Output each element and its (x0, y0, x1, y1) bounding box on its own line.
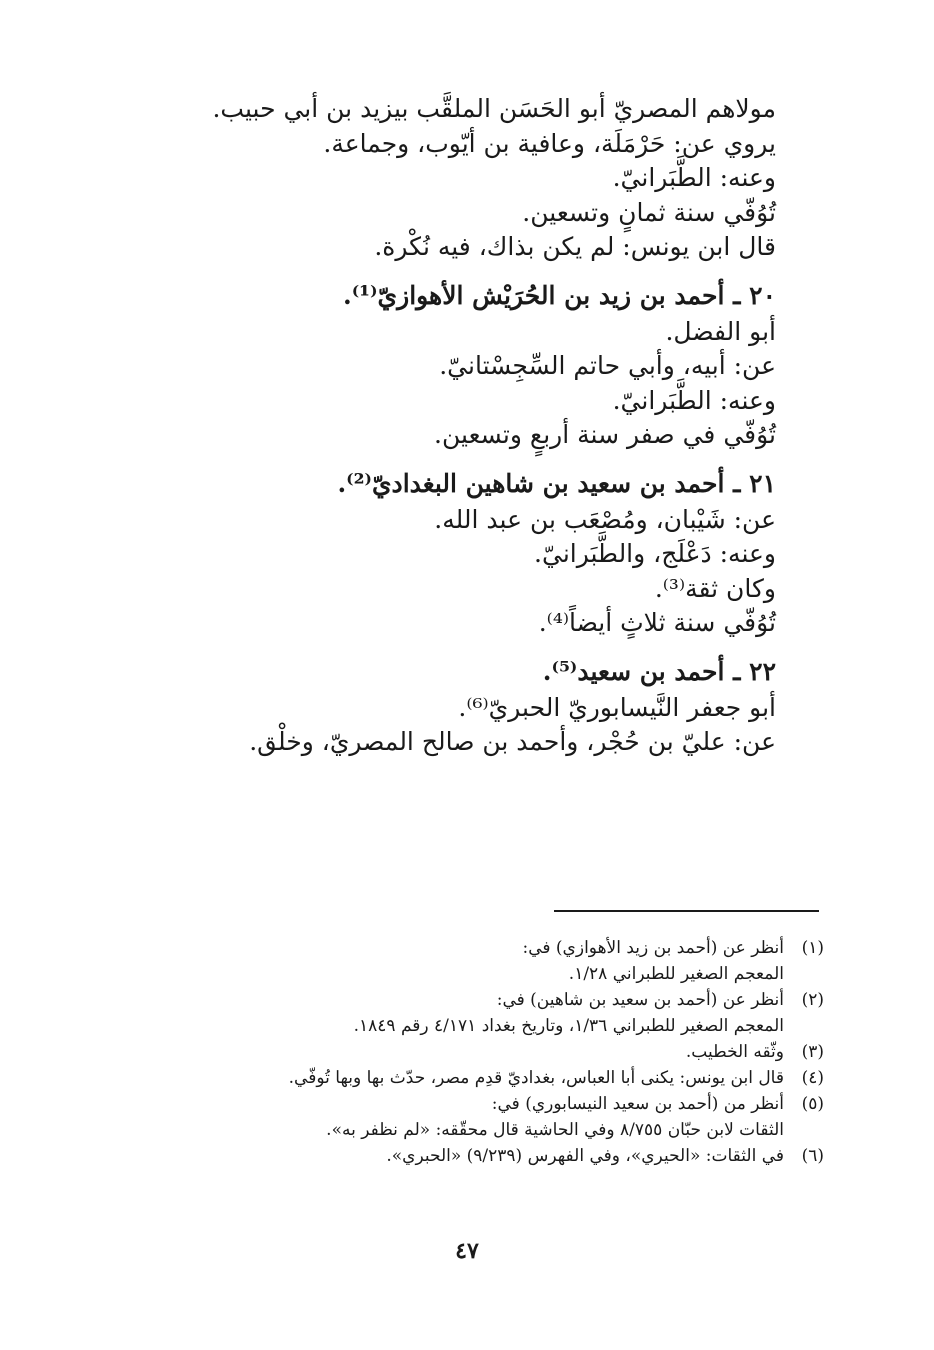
text-line: عن: عليّ بن حُجْر، وأحمد بن صالح المصريّ، وخلْق. (249, 727, 776, 756)
footnote-text: أنظر عن (أحمد بن سعيد بن شاهين) في: (496, 990, 784, 1010)
footnote-number: (٤) (801, 1068, 824, 1088)
footnote (250, 1065, 824, 1091)
text-line: عن: شَيْبان، ومُصْعَب بن عبد الله. (434, 504, 776, 534)
footnote-text: الثقات لابن حبّان ٨/٧٥٥ وفي الحاشية قال محقّقه: «لم نظفر به». (326, 1120, 784, 1140)
footnote (250, 935, 824, 961)
text-line: عن: أبيه، وأبي حاتم السِّجِسْتانيّ. (439, 351, 776, 380)
footnote-number: (٥) (801, 1094, 824, 1114)
footnote-continuation (250, 1013, 824, 1039)
text-line: وكان ثقة⁽³⁾. (654, 573, 776, 603)
text-line: أبو جعفر النَّيسابوريّ الحبريّ⁽⁶⁾. (458, 692, 776, 722)
main-text (212, 92, 776, 760)
footnote (250, 987, 824, 1013)
footnote-continuation (250, 1117, 824, 1143)
footnote-text: المعجم الصغير للطبراني ١/٢٨. (568, 964, 784, 984)
text-line: وعنه: الطَّبَرانيّ. (612, 385, 776, 415)
text-line: تُوُفّي سنة ثلاثٍ أيضاً⁽⁴⁾. (538, 608, 776, 637)
text-line: وعنه: الطَّبَرانيّ. (612, 163, 776, 192)
footnote-continuation (250, 961, 824, 987)
footnote (250, 1091, 824, 1117)
footnote-text: وثّقه الخطيب. (685, 1042, 784, 1062)
footnote-separator (554, 910, 819, 912)
text-line: يروي عن: حَرْمَلَة، وعافية بن أيّوب، وجماعة. (323, 128, 776, 158)
text-line: تُوُفّي في صفر سنة أربعٍ وتسعين. (434, 420, 776, 449)
text-line: تُوُفّي سنة ثمانٍ وتسعين. (522, 197, 776, 227)
text-line: أبو الفضل. (665, 316, 776, 346)
footnotes (250, 935, 824, 1169)
entry-heading: ٢١ ـ أحمد بن سعيد بن شاهين البغداديّ⁽²⁾. (337, 468, 776, 498)
text-line: وعنه: دَعْلَج، والطَّبَرانيّ. (534, 539, 776, 568)
text-line: قال ابن يونس: لم يكن بذاك، فيه نُكْرة. (374, 232, 776, 261)
text-line: مولاهم المصريّ أبو الحَسَن الملقَّب بيزيد بن أبي حبيب. (212, 94, 776, 123)
footnote-text: أنظر من (أحمد بن سعيد النيسابوري) في: (491, 1094, 784, 1114)
footnote-text: قال ابن يونس: يكنى أبا العباس، بغداديّ قدِم مصر، حدّث بها وبها تُوفّي. (288, 1068, 784, 1088)
footnote-text: المعجم الصغير للطبراني ١/٣٦، وتاريخ بغداد ٤/١٧١ رقم ١٨٤٩. (353, 1016, 784, 1036)
footnote (250, 1143, 824, 1169)
footnote-text: أنظر عن (أحمد بن زيد الأهوازي) في: (522, 938, 784, 958)
entry-heading: ٢٢ ـ أحمد بن سعيد⁽⁵⁾. (542, 656, 776, 686)
entry-heading: ٢٠ ـ أحمد بن زيد بن الحُرَيْش الأهوازيّ⁽¹⁾. (343, 280, 776, 310)
footnote (250, 1039, 824, 1065)
footnote-number: (٦) (801, 1146, 824, 1166)
page-number: ٤٧ (455, 1238, 479, 1264)
footnote-text: في الثقات: «الحيري»، وفي الفهرس (٩/٢٣٩) «الحبري». (386, 1146, 784, 1166)
footnote-number: (١) (801, 938, 824, 958)
footnote-number: (٢) (801, 990, 824, 1010)
footnote-number: (٣) (801, 1042, 824, 1062)
